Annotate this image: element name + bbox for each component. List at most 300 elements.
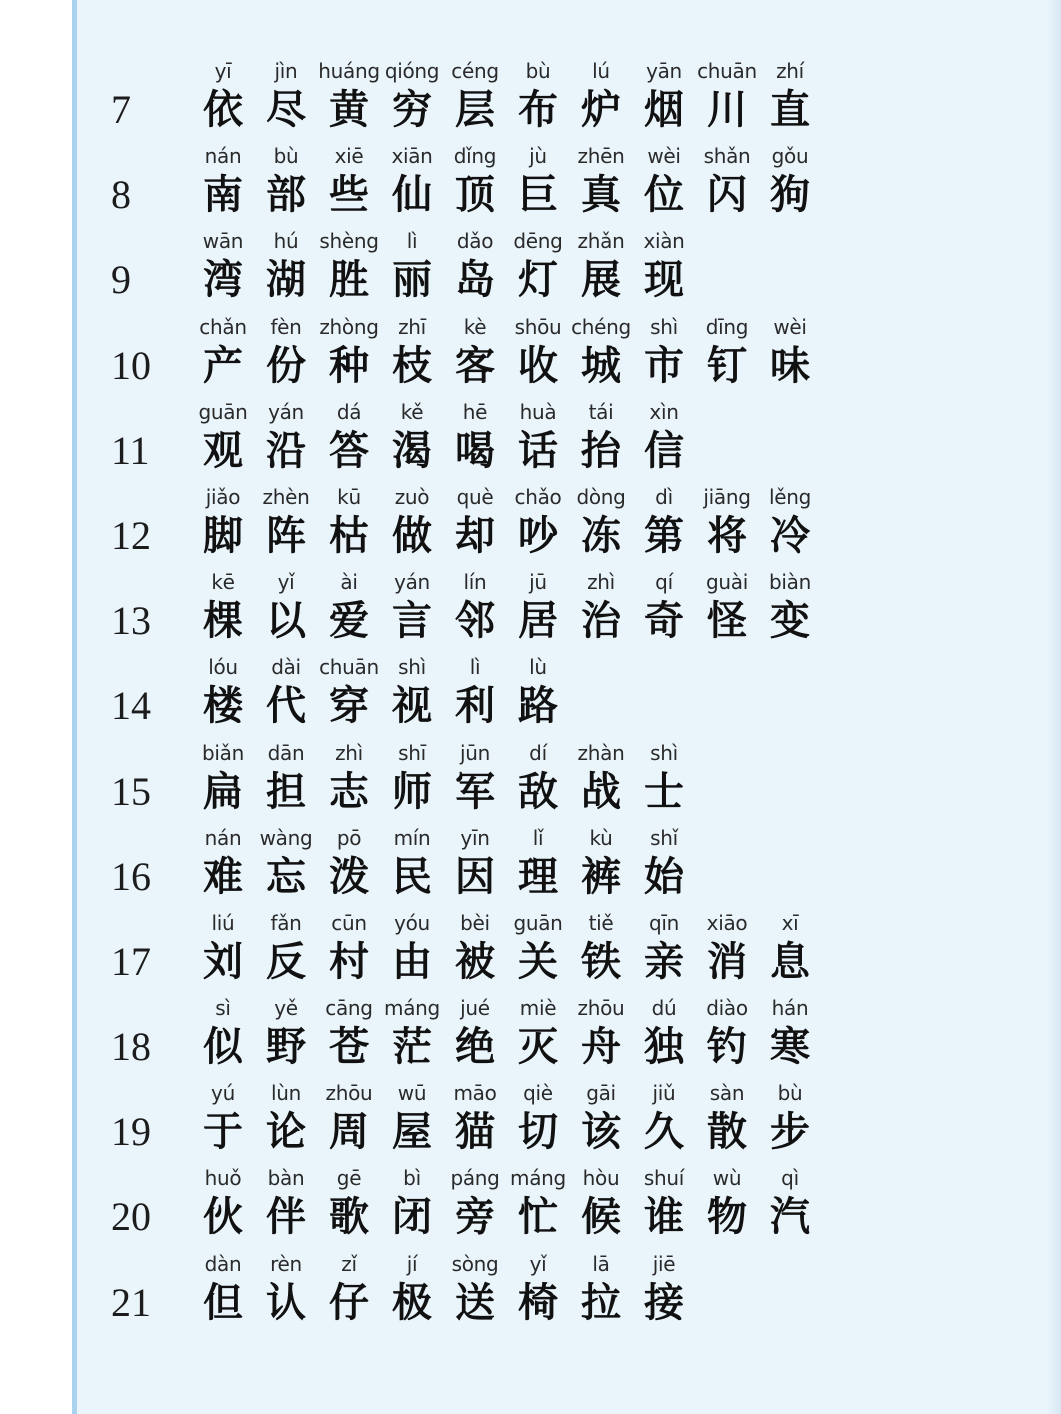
hanzi-character: 物 — [707, 1193, 747, 1241]
pinyin-label: yān — [646, 59, 682, 83]
pinyin-label: zǐ — [341, 1251, 357, 1276]
pinyin-label: páng — [450, 1166, 500, 1191]
hanzi-character: 担 — [266, 767, 306, 815]
hanzi-character: 但 — [203, 1278, 243, 1326]
hanzi-character: 扁 — [203, 767, 243, 815]
pinyin-label: zhèn — [262, 484, 310, 509]
lesson-number: 21 — [111, 1279, 151, 1325]
pinyin-label: zuò — [394, 484, 430, 509]
pinyin-label: chǎo — [514, 484, 562, 509]
pinyin-label: jiē — [652, 1251, 676, 1276]
pinyin-label: mín — [393, 825, 431, 850]
hanzi-character: 丽 — [392, 256, 432, 304]
pinyin-label: wù — [712, 1166, 742, 1191]
pinyin-label: lì — [469, 655, 481, 680]
hanzi-character: 棵 — [203, 597, 243, 645]
hanzi-character: 怪 — [707, 597, 747, 645]
pinyin-label: bàn — [267, 1166, 305, 1191]
lesson-number: 9 — [111, 257, 131, 303]
pinyin-label: zhōu — [577, 996, 625, 1021]
pinyin-label: què — [456, 484, 494, 509]
hanzi-character: 收 — [518, 341, 558, 389]
character-item — [624, 228, 704, 306]
pinyin-label: qiè — [523, 1081, 553, 1106]
pinyin-label: dì — [655, 484, 673, 509]
hanzi-character: 忘 — [266, 852, 306, 900]
character-item — [624, 740, 704, 818]
pinyin-label: yóu — [394, 910, 430, 935]
pinyin-label: gāi — [586, 1081, 616, 1106]
hanzi-character: 屋 — [392, 1108, 432, 1156]
hanzi-character: 楼 — [203, 682, 243, 730]
hanzi-character: 散 — [707, 1108, 747, 1156]
pinyin-label: zhòng — [319, 314, 379, 339]
pinyin-label: jū — [529, 570, 547, 595]
lesson-row — [77, 484, 1061, 569]
character-item — [750, 58, 830, 136]
hanzi-character: 椅 — [518, 1278, 558, 1326]
hanzi-character: 难 — [203, 852, 243, 900]
pinyin-label: nán — [204, 144, 242, 169]
hanzi-character: 仔 — [329, 1278, 369, 1326]
pinyin-label: dòng — [576, 484, 626, 509]
hanzi-character: 岛 — [455, 256, 495, 304]
hanzi-character: 该 — [581, 1108, 621, 1156]
lesson-row — [77, 1165, 1061, 1250]
pinyin-label: lā — [592, 1251, 610, 1276]
pinyin-label: hē — [462, 399, 488, 424]
lesson-row — [77, 58, 1061, 143]
hanzi-character: 言 — [392, 597, 432, 645]
hanzi-character: 变 — [770, 597, 810, 645]
pinyin-label: lì — [406, 229, 418, 254]
pinyin-label: pō — [336, 825, 362, 850]
lesson-number: 8 — [111, 172, 131, 218]
pinyin-label: cāng — [325, 996, 373, 1021]
hanzi-character: 歌 — [329, 1193, 369, 1241]
pinyin-label: jiǔ — [652, 1081, 676, 1106]
pinyin-label: lěng — [768, 484, 812, 509]
hanzi-character: 湾 — [203, 256, 243, 304]
pinyin-label: fèn — [270, 314, 302, 339]
hanzi-character: 产 — [203, 341, 243, 389]
pinyin-label: sàn — [709, 1081, 745, 1106]
lesson-row — [77, 314, 1061, 399]
character-item — [750, 484, 830, 562]
hanzi-character: 穷 — [392, 86, 432, 133]
hanzi-character: 吵 — [518, 511, 558, 559]
hanzi-character: 久 — [644, 1108, 684, 1156]
pinyin-label: jù — [529, 144, 547, 169]
hanzi-character: 关 — [518, 937, 558, 985]
hanzi-character: 阵 — [266, 511, 306, 559]
hanzi-character: 烟 — [644, 86, 684, 133]
pinyin-label: bù — [525, 59, 551, 83]
lesson-number: 18 — [111, 1024, 151, 1070]
pinyin-label: jìn — [274, 59, 298, 83]
lesson-row — [77, 825, 1061, 910]
pinyin-label: hòu — [582, 1166, 620, 1191]
pinyin-label: dàn — [204, 1251, 242, 1276]
hanzi-character: 枝 — [392, 341, 432, 389]
pinyin-label: guài — [706, 570, 748, 595]
pinyin-label: dǎo — [456, 229, 494, 254]
hanzi-character: 部 — [266, 171, 306, 219]
hanzi-character: 些 — [329, 171, 369, 219]
pinyin-label: ài — [340, 570, 358, 595]
hanzi-character: 奇 — [644, 597, 684, 645]
hanzi-character: 巨 — [518, 171, 558, 219]
hanzi-character: 冷 — [770, 511, 810, 559]
hanzi-character: 军 — [455, 767, 495, 815]
pinyin-label: qì — [781, 1166, 799, 1191]
hanzi-character: 狗 — [770, 171, 810, 219]
pinyin-label: shèng — [319, 229, 379, 254]
pinyin-label: jūn — [459, 740, 490, 765]
hanzi-character: 周 — [329, 1108, 369, 1156]
hanzi-character: 被 — [455, 937, 495, 985]
hanzi-character: 灭 — [518, 1023, 558, 1071]
hanzi-character: 消 — [707, 937, 747, 985]
lesson-row — [77, 995, 1061, 1080]
hanzi-character: 将 — [707, 511, 747, 559]
pinyin-label: shǐ — [650, 825, 678, 850]
hanzi-character: 志 — [329, 767, 369, 815]
hanzi-character: 穿 — [329, 682, 369, 730]
lesson-number: 10 — [111, 342, 151, 388]
pinyin-label: guān — [513, 910, 563, 935]
lesson-row — [77, 1080, 1061, 1165]
hanzi-character: 村 — [329, 937, 369, 985]
hanzi-character: 城 — [581, 341, 621, 389]
character-item — [624, 825, 704, 903]
hanzi-character: 代 — [266, 682, 306, 730]
hanzi-character: 爱 — [329, 597, 369, 645]
pinyin-label: xiāo — [706, 910, 748, 935]
hanzi-character: 钓 — [707, 1023, 747, 1071]
lesson-number: 20 — [111, 1194, 151, 1240]
pinyin-label: gē — [336, 1166, 362, 1191]
lesson-row — [77, 399, 1061, 484]
hanzi-character: 舟 — [581, 1023, 621, 1071]
pinyin-label: wū — [397, 1081, 427, 1106]
pinyin-label: tái — [588, 399, 614, 424]
lesson-number: 17 — [111, 938, 151, 984]
pinyin-label: biàn — [769, 570, 811, 595]
pinyin-label: xiē — [334, 144, 364, 169]
hanzi-character: 由 — [392, 937, 432, 985]
hanzi-character: 第 — [644, 511, 684, 559]
pinyin-label: nán — [204, 825, 242, 850]
hanzi-character: 湖 — [266, 256, 306, 304]
hanzi-character: 胜 — [329, 256, 369, 304]
hanzi-character: 茫 — [392, 1023, 432, 1071]
pinyin-label: liú — [211, 910, 235, 935]
hanzi-character: 味 — [770, 341, 810, 389]
pinyin-label: huǒ — [204, 1166, 242, 1191]
pinyin-label: jiāng — [703, 484, 751, 509]
pinyin-label: jí — [406, 1251, 418, 1276]
pinyin-label: rèn — [270, 1251, 302, 1276]
hanzi-character: 黄 — [329, 86, 369, 133]
character-item — [750, 569, 830, 647]
pinyin-label: cūn — [331, 910, 367, 935]
hanzi-character: 亲 — [644, 937, 684, 985]
character-item — [624, 399, 704, 477]
pinyin-label: kù — [589, 825, 613, 850]
pinyin-label: wèi — [647, 144, 681, 169]
hanzi-character: 反 — [266, 937, 306, 985]
hanzi-character: 观 — [203, 426, 243, 474]
hanzi-character: 汽 — [770, 1193, 810, 1241]
lesson-number: 15 — [111, 768, 151, 814]
pinyin-label: zhēn — [577, 144, 625, 169]
hanzi-character: 渴 — [392, 426, 432, 474]
hanzi-character: 炉 — [581, 86, 621, 133]
pinyin-label: wān — [202, 229, 244, 254]
pinyin-label: shì — [650, 740, 678, 765]
hanzi-character: 寒 — [770, 1023, 810, 1071]
hanzi-character: 尽 — [266, 86, 306, 133]
hanzi-character: 枯 — [329, 511, 369, 559]
hanzi-character: 位 — [644, 171, 684, 219]
pinyin-label: xìn — [649, 399, 679, 424]
pinyin-label: kě — [400, 399, 424, 424]
hanzi-character: 市 — [644, 341, 684, 389]
hanzi-character: 泼 — [329, 852, 369, 900]
hanzi-character: 息 — [770, 937, 810, 985]
pinyin-label: bù — [273, 144, 299, 169]
hanzi-character: 南 — [203, 171, 243, 219]
pinyin-label: gǒu — [771, 144, 809, 169]
pinyin-label: guān — [198, 399, 248, 424]
pinyin-label: māo — [453, 1081, 497, 1106]
hanzi-character: 依 — [203, 86, 243, 133]
pinyin-label: qí — [655, 570, 673, 595]
pinyin-label: biǎn — [202, 740, 244, 765]
pinyin-label: xiàn — [643, 229, 685, 254]
pinyin-label: zhī — [398, 314, 426, 339]
hanzi-character: 脚 — [203, 511, 243, 559]
lesson-number: 11 — [111, 427, 150, 473]
hanzi-character: 绝 — [455, 1023, 495, 1071]
pinyin-label: dēng — [513, 229, 563, 254]
lesson-number: 19 — [111, 1109, 151, 1155]
hanzi-character: 独 — [644, 1023, 684, 1071]
pinyin-label: yán — [268, 399, 304, 424]
pinyin-label: lùn — [270, 1081, 301, 1106]
hanzi-character: 利 — [455, 682, 495, 730]
hanzi-character: 论 — [266, 1108, 306, 1156]
hanzi-character: 以 — [266, 597, 306, 645]
hanzi-character: 信 — [644, 426, 684, 474]
pinyin-label: shuí — [643, 1166, 685, 1191]
hanzi-character: 裤 — [581, 852, 621, 900]
lesson-row — [77, 654, 1061, 739]
hanzi-character: 士 — [644, 767, 684, 815]
pinyin-label: máng — [384, 996, 440, 1021]
hanzi-character: 始 — [644, 852, 684, 900]
pinyin-label: bù — [777, 1081, 803, 1106]
pinyin-label: yǐ — [529, 1251, 547, 1276]
pinyin-label: dīng — [705, 314, 749, 339]
hanzi-character: 步 — [770, 1108, 810, 1156]
pinyin-label: zhí — [776, 59, 804, 83]
character-item — [750, 143, 830, 221]
hanzi-character: 种 — [329, 341, 369, 389]
hanzi-character: 真 — [581, 171, 621, 219]
pinyin-label: shì — [398, 655, 426, 680]
hanzi-character: 抬 — [581, 426, 621, 474]
lesson-row — [77, 143, 1061, 228]
lesson-row — [77, 228, 1061, 313]
pinyin-label: hán — [771, 996, 809, 1021]
hanzi-character: 答 — [329, 426, 369, 474]
lesson-number: 14 — [111, 683, 151, 729]
pinyin-label: zhì — [335, 740, 363, 765]
hanzi-character: 闪 — [707, 171, 747, 219]
pinyin-label: huà — [519, 399, 557, 424]
pinyin-label: wèi — [773, 314, 807, 339]
hanzi-character: 客 — [455, 341, 495, 389]
lesson-row — [77, 569, 1061, 654]
pinyin-label: qióng — [384, 59, 440, 83]
pinyin-label: sòng — [451, 1251, 499, 1276]
character-item — [750, 314, 830, 392]
pinyin-label: huáng — [318, 59, 380, 83]
pinyin-label: wàng — [259, 825, 313, 850]
lesson-row — [77, 740, 1061, 825]
pinyin-label: fǎn — [270, 910, 302, 935]
pinyin-label: yīn — [460, 825, 490, 850]
character-item — [498, 654, 578, 732]
pinyin-label: chǎn — [199, 314, 247, 339]
hanzi-character: 层 — [455, 86, 495, 133]
hanzi-character: 敌 — [518, 767, 558, 815]
hanzi-character: 民 — [392, 852, 432, 900]
hanzi-character: 极 — [392, 1278, 432, 1326]
hanzi-character: 接 — [644, 1278, 684, 1326]
pinyin-label: yán — [394, 570, 430, 595]
pinyin-label: dǐng — [453, 144, 497, 169]
pinyin-label: lù — [529, 655, 547, 680]
pinyin-label: dá — [336, 399, 362, 424]
pinyin-label: chuān — [697, 59, 757, 83]
lesson-number: 7 — [111, 87, 131, 132]
hanzi-character: 沿 — [266, 426, 306, 474]
pinyin-label: kū — [337, 484, 361, 509]
pinyin-label: bì — [403, 1166, 421, 1191]
pinyin-label: shǎn — [703, 144, 751, 169]
hanzi-character: 旁 — [455, 1193, 495, 1241]
lesson-number: 16 — [111, 853, 151, 899]
hanzi-character: 钉 — [707, 341, 747, 389]
hanzi-character: 忙 — [518, 1193, 558, 1241]
pinyin-label: dài — [271, 655, 301, 680]
hanzi-character: 理 — [518, 852, 558, 900]
pinyin-label: jué — [460, 996, 490, 1021]
hanzi-character: 谁 — [644, 1193, 684, 1241]
hanzi-character: 送 — [455, 1278, 495, 1326]
hanzi-character: 战 — [581, 767, 621, 815]
pinyin-label: zhōu — [325, 1081, 373, 1106]
pinyin-label: yǐ — [277, 570, 295, 595]
pinyin-label: zhàn — [577, 740, 625, 765]
pinyin-label: shī — [398, 740, 426, 765]
textbook-page — [72, 0, 1061, 1414]
pinyin-label: máng — [510, 1166, 566, 1191]
hanzi-character: 候 — [581, 1193, 621, 1241]
hanzi-character: 野 — [266, 1023, 306, 1071]
pinyin-label: chéng — [571, 314, 631, 339]
character-item — [750, 910, 830, 988]
hanzi-character: 闭 — [392, 1193, 432, 1241]
hanzi-character: 顶 — [455, 171, 495, 219]
pinyin-label: chuān — [319, 655, 379, 680]
pinyin-label: bèi — [460, 910, 490, 935]
pinyin-label: hú — [273, 229, 299, 254]
pinyin-label: lǐ — [532, 825, 544, 850]
hanzi-character: 冻 — [581, 511, 621, 559]
hanzi-character: 灯 — [518, 256, 558, 304]
character-item — [750, 1080, 830, 1158]
hanzi-character: 邻 — [455, 597, 495, 645]
pinyin-label: dān — [267, 740, 305, 765]
pinyin-label: kē — [211, 570, 235, 595]
pinyin-label: dí — [529, 740, 547, 765]
hanzi-character: 师 — [392, 767, 432, 815]
hanzi-character: 因 — [455, 852, 495, 900]
hanzi-character: 刘 — [203, 937, 243, 985]
hanzi-character: 做 — [392, 511, 432, 559]
lesson-number: 12 — [111, 512, 151, 558]
hanzi-character: 展 — [581, 256, 621, 304]
pinyin-label: qīn — [648, 910, 680, 935]
lesson-row — [77, 910, 1061, 995]
pinyin-label: yī — [214, 59, 232, 83]
pinyin-label: xiān — [391, 144, 433, 169]
hanzi-character: 居 — [518, 597, 558, 645]
character-list — [77, 58, 1061, 1336]
hanzi-character: 拉 — [581, 1278, 621, 1326]
pinyin-label: yě — [274, 996, 298, 1021]
hanzi-character: 视 — [392, 682, 432, 730]
hanzi-character: 似 — [203, 1023, 243, 1071]
hanzi-character: 铁 — [581, 937, 621, 985]
pinyin-label: sì — [215, 996, 231, 1021]
hanzi-character: 布 — [518, 86, 558, 133]
pinyin-label: shōu — [514, 314, 562, 339]
hanzi-character: 话 — [518, 426, 558, 474]
character-item — [624, 1251, 704, 1329]
pinyin-label: zhǎn — [577, 229, 625, 254]
hanzi-character: 仙 — [392, 171, 432, 219]
hanzi-character: 于 — [203, 1108, 243, 1156]
hanzi-character: 直 — [770, 86, 810, 133]
hanzi-character: 却 — [455, 511, 495, 559]
character-item — [750, 1165, 830, 1243]
pinyin-label: xī — [781, 910, 799, 935]
hanzi-character: 猫 — [455, 1108, 495, 1156]
pinyin-label: yú — [211, 1081, 235, 1106]
hanzi-character: 路 — [518, 682, 558, 730]
pinyin-label: zhì — [587, 570, 615, 595]
hanzi-character: 份 — [266, 341, 306, 389]
pinyin-label: lú — [592, 59, 610, 83]
pinyin-label: tiě — [588, 910, 614, 935]
hanzi-character: 治 — [581, 597, 621, 645]
pinyin-label: miè — [519, 996, 557, 1021]
